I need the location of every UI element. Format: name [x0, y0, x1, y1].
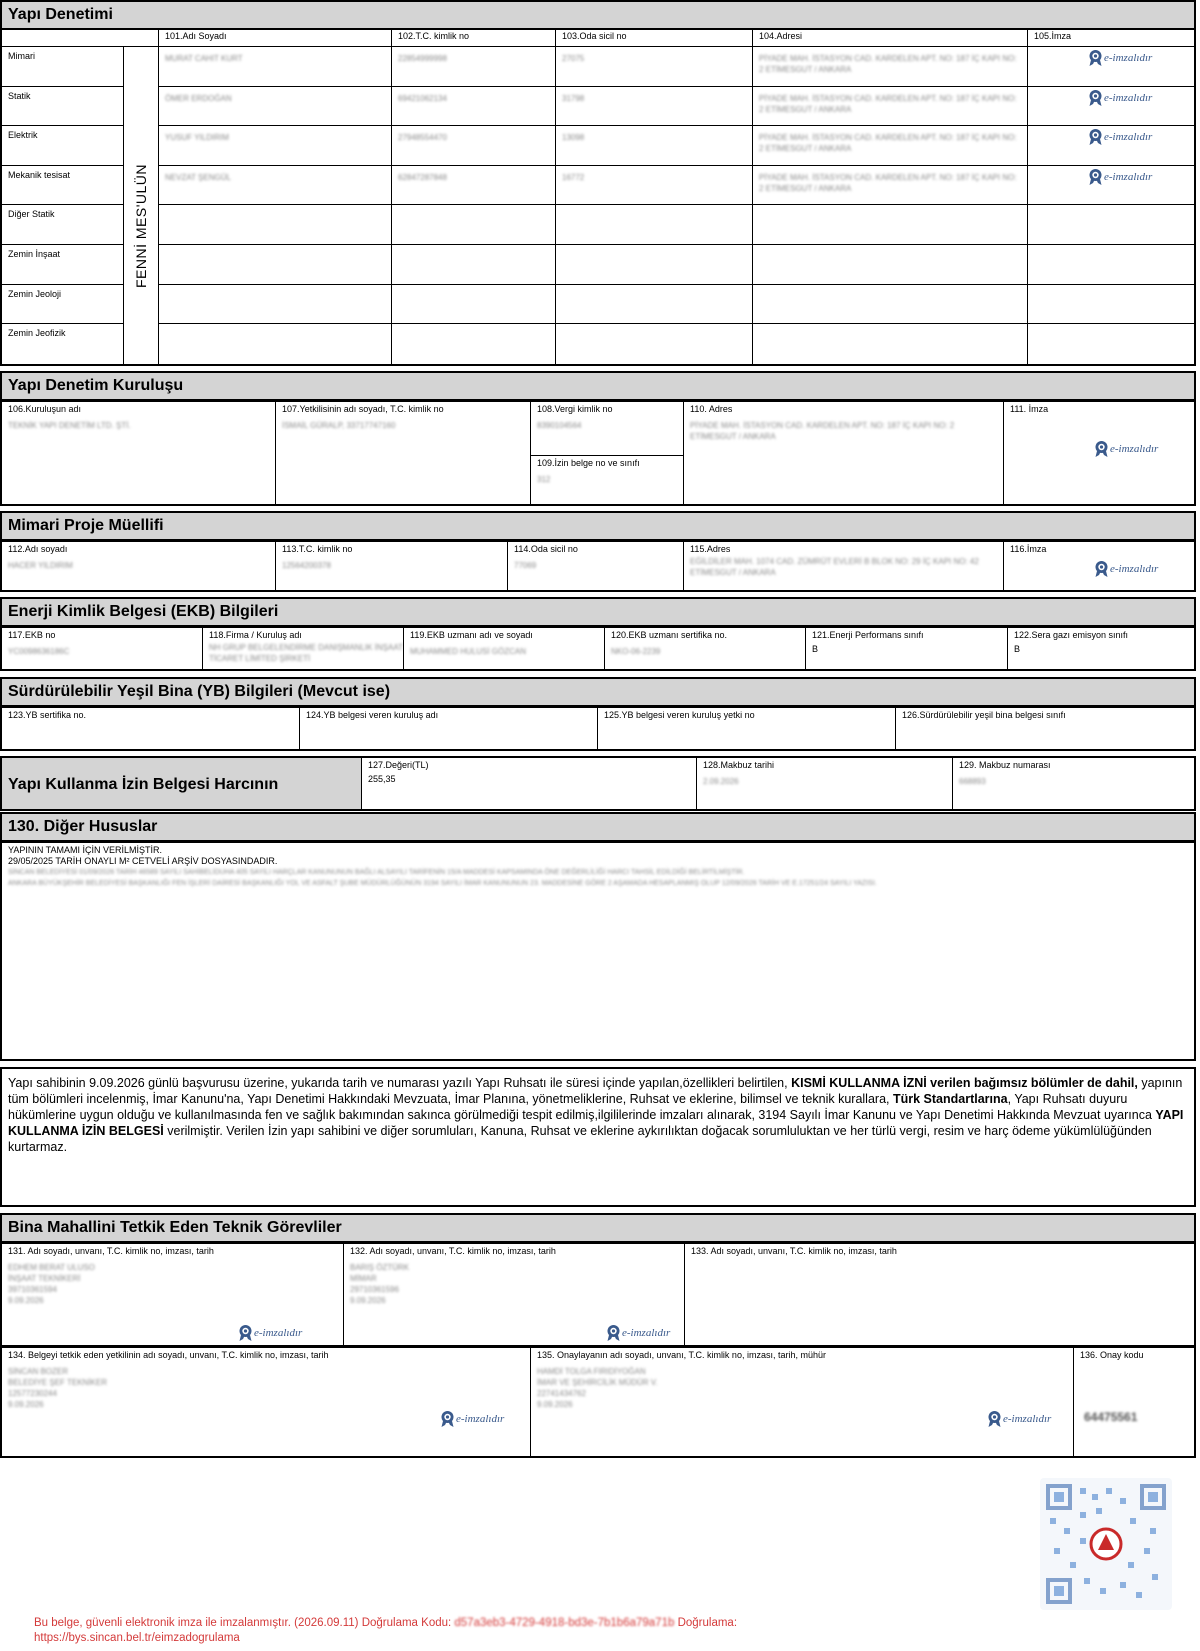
label-ekb-sertifika: 120.EKB uzmanı sertifika no.: [611, 630, 728, 640]
value-harc-deger: 255,35: [368, 774, 396, 784]
e-sign-seal-icon: [1088, 168, 1103, 186]
yd-tc: [392, 285, 555, 291]
yd-row: [159, 245, 1196, 285]
value-kurulus-adres: PİYADE MAH. İSTASYON CAD. KARDELEN APT. NO: 187 İÇ KAPI NO: 2 ETİMESGUT / ANKARA: [690, 421, 955, 441]
teknik-row-2: [0, 1346, 1196, 1458]
yd-role-cell: [2, 324, 123, 364]
e-signature-badge[interactable]: [606, 1324, 670, 1342]
value-sera-gazi: B: [1014, 644, 1021, 654]
label-mimar-tc: 113.T.C. kimlik no: [282, 544, 353, 554]
e-sign-text: e-imzalıdır: [456, 1413, 505, 1425]
footer-text: Bu belge, güvenli elektronik imza ile imzalanmıştır. (2026.09.11) Doğrulama Kodu:: [34, 1617, 455, 1629]
label-gorevli-132: 132. Adı soyadı, unvanı, T.C. kimlik no, imzası, tarih: [350, 1246, 556, 1256]
verification-url[interactable]: https://bys.sincan.bel.tr/eimzadogrulama: [34, 1632, 240, 1644]
yd-role-label: Mekanik tesisat: [8, 169, 71, 180]
e-signature-badge[interactable]: [1088, 128, 1152, 146]
yd-oda: 13098: [562, 133, 585, 143]
section-title-harc: Yapı Kullanma İzin Belgesi Harcının: [8, 776, 279, 793]
label-ekb-firma: 118.Firma / Kuruluş adı: [209, 630, 302, 640]
label-izin-belge: 109.İzin belge no ve sınıfı: [537, 458, 640, 468]
e-signature-badge[interactable]: [1088, 49, 1152, 67]
e-signature-badge[interactable]: [1088, 89, 1152, 107]
yd-row: [159, 87, 1196, 127]
value-ekb-uzman: MUHAMMED HULUSİ GÖZCAN: [410, 647, 527, 656]
yd-row: [159, 47, 1196, 87]
yapi-denetimi-grid: [0, 29, 1196, 366]
yd-name: [159, 245, 391, 251]
yd-adres: PİYADE MAH. İSTASYON CAD. KARDELEN APT. NO: 187 İÇ KAPI NO: 2 ETİMESGUT / ANKARA: [759, 54, 1017, 74]
label-makbuz-tarihi: 128.Makbuz tarihi: [703, 760, 775, 770]
header-adresi: 104.Adresi: [759, 31, 803, 41]
e-signature-badge[interactable]: [987, 1410, 1051, 1428]
yd-oda: [556, 324, 752, 330]
label-vergi-no: 108.Vergi kimlik no: [537, 404, 613, 414]
e-sign-seal-icon: [440, 1410, 455, 1428]
ekb-row: [0, 626, 1196, 671]
yd-name: [159, 285, 391, 291]
statement-bold-1: KISMİ KULLANMA İZNİ verilen bağımsız bölümler de dahil,: [791, 1076, 1138, 1090]
yd-role-label: Zemin İnşaat: [8, 249, 61, 259]
value-ekb-sertifika: NKO-06-2239: [611, 647, 661, 656]
statement-text-3: , Yapı Ruhsatı duyuru hükümlerine uygun olduğu ve kullanılmasında fen ve sağlık bakımından sakınca görülmediği tespit edilmiş,ilgililerinde imzaları alınarak, 3194 Sayılı İmar Kanunu ve Yapı Denetimi Hakkında Mevzuat uyarınca: [8, 1092, 1156, 1122]
yd-role-cell: [2, 205, 123, 245]
e-sign-text: e-imzalıdır: [1104, 91, 1153, 104]
label-harc-deger: 127.Değeri(TL): [368, 760, 429, 770]
value-yetkili: İSMAİL GÜRALP, 33717747160: [282, 421, 396, 430]
diger-line-3: SİNCAN BELEDİYESİ 01/09/2026 TARİH 46589 SAYILI SAHİBELİDUHA 405 SAYILI HARÇLAR KANUNUNUN BAĞLI ALSAYILI TARİFENİN 15/A MADDESİ KAPSAMINDA ÖNE DEĞERLİLİĞİ HARCI TAHSİL EDİLDİĞİ BELİRTİLMİŞTİR.: [8, 869, 745, 876]
e-sign-text: e-imzalıdır: [622, 1327, 671, 1339]
yd-tc: 22854999998: [398, 54, 447, 63]
e-sign-text: e-imzalıdır: [1104, 131, 1153, 144]
qr-code: [1040, 1478, 1172, 1610]
label-makbuz-no: 129. Makbuz numarası: [959, 760, 1051, 770]
label-ekb-uzman: 119.EKB uzmanı adı ve soyadı: [410, 630, 533, 640]
label-mimar-adres: 115.Adres: [690, 544, 731, 554]
e-sign-seal-icon: [1088, 49, 1103, 67]
label-kurulus-adres: 110. Adres: [690, 404, 733, 414]
value-mimar-adres: EĞİLDİLER MAH. 1074 CAD. ZÜMRÜT EVLERİ B BLOK NO: 29 İÇ KAPI NO: 42 ETİMESGUT / ANKARA: [690, 557, 979, 577]
yd-role-label: Mimari: [8, 51, 35, 61]
value-makbuz-no: 668893: [959, 777, 986, 786]
value-onay-kodu: 64475561: [1084, 1410, 1138, 1424]
e-sign-text: e-imzalıdır: [1110, 563, 1159, 575]
e-sign-text: e-imzalıdır: [1104, 52, 1153, 64]
e-sign-text: e-imzalıdır: [1110, 443, 1159, 455]
yd-role-cell: [2, 47, 123, 87]
e-sign-text: e-imzalıdır: [254, 1327, 303, 1339]
e-sign-seal-icon: [1088, 89, 1103, 107]
yd-adres: [753, 205, 1018, 211]
value-ekb-firma: NH GRUP BELGELENDİRME DANIŞMANLIK İNŞAAT TİCARET LİMİTED ŞİRKETİ: [209, 643, 403, 663]
value-gorevli-132: BARIŞ ÖZTÜRK MİMAR 29710361596 9.09.2026: [350, 1263, 410, 1305]
harc-row: [0, 756, 1196, 811]
yd-row: [159, 205, 1196, 245]
yd-role-cell: [2, 87, 123, 127]
e-sign-seal-icon: [238, 1324, 253, 1342]
yd-oda: 27075: [562, 54, 585, 63]
label-enerji-sinifi: 121.Enerji Performans sınıfı: [812, 630, 924, 640]
value-gorevli-131: EDHEM BERAT ULUSO İNŞAAT TEKNİKERİ 39710361594 9.09.2026: [8, 1263, 95, 1305]
label-yb-kurulus: 124.YB belgesi veren kuruluş adı: [306, 710, 439, 720]
yd-oda: [556, 205, 752, 211]
yd-oda: 16772: [562, 172, 585, 182]
value-kurulus-adi: TEKNİK YAPI DENETİM LTD. ŞTİ.: [8, 421, 131, 430]
label-gorevli-131: 131. Adı soyadı, unvanı, T.C. kimlik no, imzası, tarih: [8, 1246, 214, 1256]
diger-line-4: ANKARA BÜYÜKŞEHİR BELEDİYESİ BAŞKANLIĞI FEN İŞLERİ DAİRESİ BAŞKANLIĞI YOL VE ASFALT ŞUBE MÜDÜRLÜĞÜNÜN 3194 SAYILI İMAR KANUNUNUN 23. MADDESİNE GÖRE 2 AŞAMADA HESAPLANMIŞ OLUP 12/09/2026 TARİH VE E.17251/24 SAYILI YAZISI.: [8, 880, 877, 887]
yd-role-cell: [2, 166, 123, 206]
e-sign-seal-icon: [1094, 560, 1109, 578]
value-tetkik-eden: SİNCAN BOZER BELEDİYE ŞEF TEKNİKER 12577230244 9.09.2026: [8, 1367, 107, 1409]
fenni-mesul-label: FENNİ MES'ULÜN: [133, 164, 149, 289]
yd-name: [159, 205, 391, 211]
yd-adres: [753, 285, 1018, 291]
yd-adres: PİYADE MAH. İSTASYON CAD. KARDELEN APT. NO: 187 İÇ KAPI NO: 2 ETİMESGUT / ANKARA: [759, 93, 1017, 114]
yd-role-label: Zemin Jeoloji: [8, 288, 62, 299]
label-tetkik-eden: 134. Belgeyi tetkik eden yetkilinin adı soyadı, unvanı, T.C. kimlik no, imzası, tarih: [8, 1350, 329, 1360]
e-sign-seal-icon: [1094, 440, 1109, 458]
yd-role-label: Elektrik: [8, 130, 38, 141]
e-signature-badge[interactable]: [238, 1324, 302, 1342]
label-mimar-oda: 114.Oda sicil no: [514, 544, 578, 554]
yd-adres: PİYADE MAH. İSTASYON CAD. KARDELEN APT. NO: 187 İÇ KAPI NO: 2 ETİMESGUT / ANKARA: [759, 133, 1017, 154]
yd-row: [159, 285, 1196, 325]
label-mimar-adi: 112.Adı soyadı: [8, 544, 68, 554]
section-title-ekb: Enerji Kimlik Belgesi (EKB) Bilgileri: [0, 597, 1196, 627]
e-signature-badge[interactable]: [1088, 168, 1152, 186]
yd-row: [159, 166, 1196, 206]
section-title-teknik: Bina Mahallini Tetkik Eden Teknik Görevliler: [0, 1213, 1196, 1243]
yd-tc: [392, 324, 555, 330]
label-yb-sertifika: 123.YB sertifika no.: [8, 710, 87, 720]
yd-oda: [556, 285, 752, 291]
e-sign-seal-icon: [1088, 128, 1103, 146]
yd-tc: 27948554470: [398, 133, 447, 143]
e-sign-seal-icon: [606, 1324, 621, 1342]
yd-role-label: Diğer Statik: [8, 209, 55, 220]
section-title-mimari: Mimari Proje Müellifi: [0, 511, 1196, 541]
label-ekb-no: 117.EKB no: [8, 630, 56, 640]
yd-tc: 62847287848: [398, 172, 447, 182]
diger-line-1: YAPININ TAMAMI İÇİN VERİLMİŞTİR.: [8, 845, 163, 855]
section-title-yapi-denetimi: Yapı Denetimi: [0, 0, 1196, 30]
header-oda-sicil: 103.Oda sicil no: [562, 31, 627, 41]
label-yetkili: 107.Yetkilisinin adı soyadı, T.C. kimlik no: [282, 404, 444, 414]
yd-name: ÖMER ERDOĞAN: [165, 93, 232, 103]
yd-role-label: Zemin Jeofizik: [8, 328, 66, 339]
value-mimar-adi: HACER YILDIRIM: [8, 561, 73, 570]
yd-name: NEVZAT ŞENGÜL: [165, 172, 231, 182]
yd-oda: [556, 245, 752, 251]
statement-box: [0, 1067, 1196, 1207]
teknik-row-1: [0, 1242, 1196, 1347]
section-title-diger: 130. Diğer Hususlar: [0, 812, 1196, 842]
verification-code: d57a3eb3-4729-4918-bd3e-7b1b6a79a71b: [454, 1617, 675, 1629]
diger-line-2: 29/05/2025 TARİH ONAYLI M² CETVELİ ARŞİV DOSYASINDADIR.: [8, 856, 278, 866]
label-kurulus-imza: 111. İmza: [1010, 404, 1049, 414]
yd-row: [159, 324, 1196, 364]
yd-role-cell: [2, 245, 123, 285]
section-title-kurulus: Yapı Denetim Kuruluşu: [0, 371, 1196, 401]
yd-oda: 31798: [562, 93, 585, 103]
footer-verify-label: Doğrulama:: [674, 1617, 738, 1629]
statement-text-2: yapının tüm bölümleri incelenmiş, İmar Kanunu'na, Yapı Denetimi Hakkındaki Mevzuata, İmar Planına, yönetmeliklerine, Ruhsat ve eklerine, bilimsel ve teknik kurallara,: [8, 1076, 1183, 1106]
yd-name: MURAT CAHIT KURT: [165, 54, 243, 63]
label-onay-kodu: 136. Onay kodu: [1080, 1350, 1144, 1360]
e-sign-text: e-imzalıdır: [1003, 1413, 1052, 1425]
yesil-bina-row: [0, 706, 1196, 751]
value-izin-belge: 312: [537, 475, 551, 484]
e-signature-badge[interactable]: [1094, 560, 1158, 578]
statement-text-4: verilmiştir. Verilen İzin yapı sahibini ve diğer sorumluları, Kanuna, Ruhsat ve eklerine aykırılıktan doğacak sorumluluktan ve her türlü vergi, resim ve harç ödeme yükümlülüğünden kurtarmaz.: [8, 1124, 1152, 1154]
yd-adres: [753, 324, 1018, 330]
yd-role-cell: [2, 285, 123, 325]
yd-tc: [392, 245, 555, 251]
value-vergi-no: 8390104564: [537, 421, 582, 430]
e-sign-text: e-imzalıdır: [1104, 170, 1153, 183]
header-tc-kimlik: 102.T.C. kimlik no: [398, 31, 470, 41]
header-adi-soyadi: 101.Adı Soyadı: [165, 31, 227, 41]
statement-bold-3: YAPI KULLANMA İZİN BELGESİ: [8, 1108, 1184, 1138]
diger-hususlar-box: [0, 841, 1196, 1061]
kurulus-row: [0, 400, 1196, 506]
yd-name: [159, 324, 391, 330]
label-mimar-imza: 116.İmza: [1010, 544, 1047, 554]
yd-tc: [392, 205, 555, 211]
value-ekb-no: YC0098636186C: [8, 647, 70, 656]
label-kurulus-adi: 106.Kuruluşun adı: [8, 404, 82, 414]
footer-verification: [34, 1616, 737, 1646]
label-gorevli-133: 133. Adı soyadı, unvanı, T.C. kimlik no, imzası, tarih: [691, 1246, 897, 1256]
mimari-row: [0, 540, 1196, 592]
value-onaylayan: HAMDİ TOLGA FIRIDİYOĞAN İMAR VE ŞEHİRCİLİK MÜDÜR V. 22741434762 9.09.2026: [537, 1367, 658, 1409]
yd-adres: [753, 245, 1018, 251]
e-sign-seal-icon: [987, 1410, 1002, 1428]
label-sera-gazi: 122.Sera gazı emisyon sınıfı: [1014, 630, 1129, 640]
value-enerji-sinifi: B: [812, 644, 819, 654]
label-yb-yetki: 125.YB belgesi veren kuruluş yetki no: [604, 710, 755, 720]
value-makbuz-tarihi: 2.09.2026: [703, 777, 739, 786]
yd-row: [159, 126, 1196, 166]
yd-name: YUSUF YILDIRIM: [165, 133, 229, 143]
e-signature-badge[interactable]: [440, 1410, 504, 1428]
label-yb-sinif: 126.Sürdürülebilir yeşil bina belgesi sınıfı: [902, 710, 1066, 720]
label-onaylayan: 135. Onaylayanın adı soyadı, unvanı, T.C. kimlik no, imzası, tarih, mühür: [537, 1350, 826, 1360]
statement-bold-2: Türk Standartlarına: [892, 1092, 1008, 1106]
value-mimar-tc: 12564200378: [282, 561, 331, 570]
value-mimar-oda: 77069: [514, 561, 537, 570]
yd-role-label: Statik: [8, 90, 31, 101]
e-signature-badge[interactable]: [1094, 440, 1158, 458]
header-imza: 105.İmza: [1034, 31, 1072, 41]
statement-text-1: Yapı sahibinin 9.09.2026 günlü başvurusu üzerine, yukarıda tarih ve numarası yazılı Yapı Ruhsatı ile süresi içinde yapılan,özellikleri belirtilen,: [8, 1076, 792, 1090]
section-title-yesil-bina: Sürdürülebilir Yeşil Bina (YB) Bilgileri (Mevcut ise): [0, 677, 1196, 707]
yd-tc: 69421062134: [398, 93, 447, 103]
yd-role-cell: [2, 126, 123, 166]
yd-adres: PİYADE MAH. İSTASYON CAD. KARDELEN APT. NO: 187 İÇ KAPI NO: 2 ETİMESGUT / ANKARA: [759, 172, 1017, 193]
